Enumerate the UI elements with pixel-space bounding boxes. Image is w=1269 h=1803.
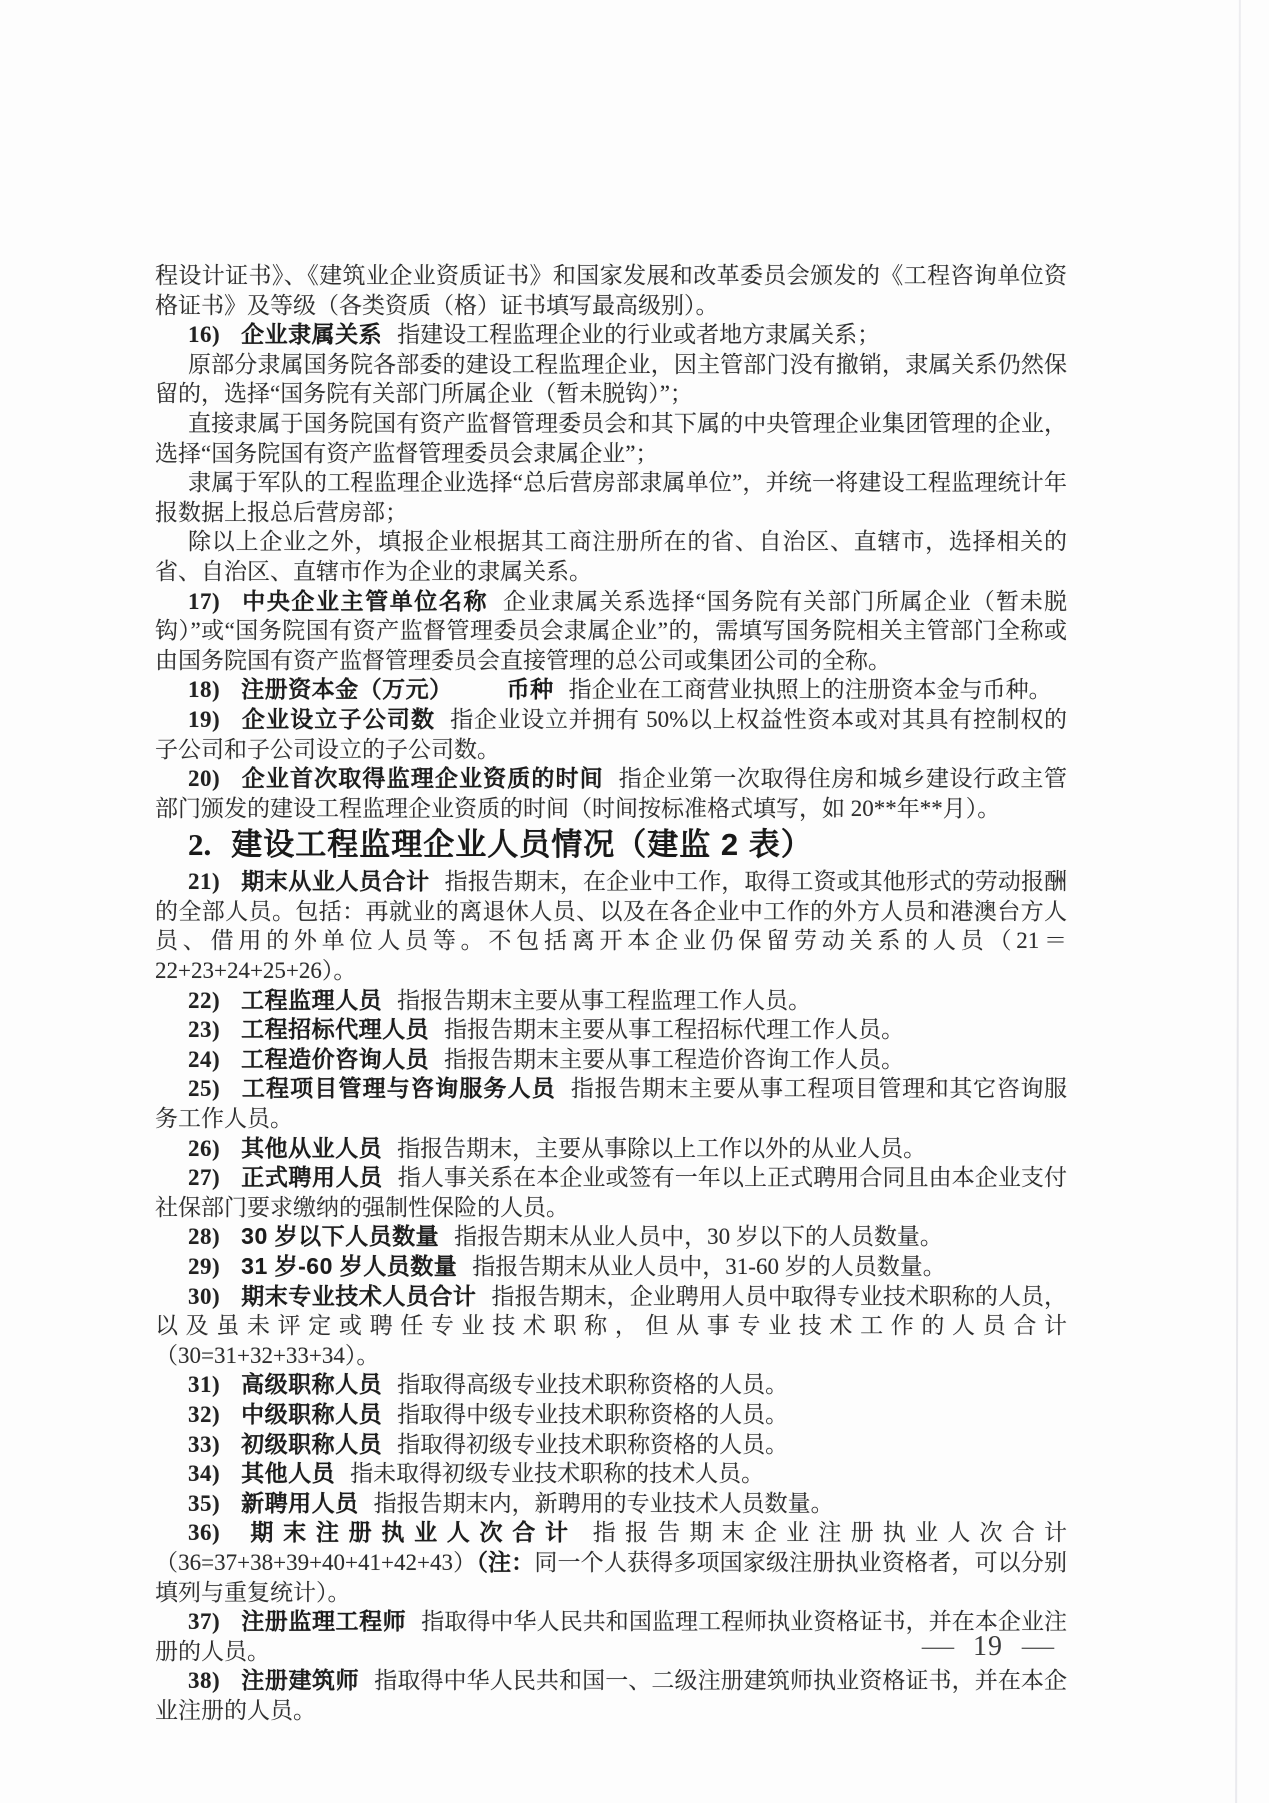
note-label: （注：: [476, 1549, 535, 1575]
item-number: 22): [188, 987, 221, 1013]
item-text: 指建设工程监理企业的行业或者地方隶属关系；: [397, 322, 881, 348]
item-number: 28): [188, 1224, 221, 1250]
item-text: 指报告期末主要从事工程造价咨询工作人员。: [444, 1046, 905, 1072]
page-number: [903, 1630, 1073, 1664]
item-text: 指取得中级专业技术职称资格的人员。: [397, 1401, 789, 1427]
paragraph: [155, 409, 1067, 468]
section-heading: [155, 823, 1067, 867]
definition-item-30: [155, 1282, 1067, 1371]
definition-item-23: [155, 1015, 1067, 1045]
definition-item-33: [155, 1430, 1067, 1460]
item-term: 工程造价咨询人员: [241, 1045, 430, 1072]
definition-item-36: [155, 1518, 1067, 1607]
item-text: 指报告期末主要从事工程监理工作人员。: [397, 987, 812, 1013]
definition-item-19: [155, 705, 1067, 764]
item-term: 正式聘用人员: [241, 1164, 383, 1191]
paragraph-intro: [155, 261, 1067, 320]
item-number: 27): [188, 1165, 221, 1191]
item-number: 29): [188, 1254, 221, 1279]
item-term: 中央企业主管单位名称: [241, 587, 489, 614]
section-number: 2.: [188, 827, 212, 863]
definition-item-25: [155, 1074, 1067, 1133]
item-text: 指企业设立并拥有 50%以上权益性资本或对其具有控制权的子公司和子公司设立的子公司数。: [155, 706, 1068, 762]
definition-item-29: [155, 1252, 1067, 1282]
page-number-left-dash: —: [921, 1631, 955, 1662]
item-number: 34): [188, 1461, 221, 1487]
item-text: 指取得高级专业技术职称资格的人员。: [397, 1372, 789, 1398]
item-term: 高级职称人员: [241, 1371, 383, 1398]
item-number: 20): [188, 766, 221, 792]
item-text: 指报告期末，在企业中工作，取得工资或其他形式的劳动报酬的全部人员。包括：再就业的离退休人员、以及在各企业中工作的外方人员和港澳台方人员、借用的外单位人员等。不包括离开本企业仍保留劳动关系的人员（21＝22+23+24+25+26）。: [155, 869, 1068, 984]
definition-item-21: [155, 867, 1067, 985]
item-text: 指报告期末内，新聘用的专业技术人员数量。: [373, 1490, 834, 1516]
item-term: 中级职称人员: [241, 1400, 383, 1427]
item-number: 36): [188, 1520, 221, 1546]
item-term: 企业首次取得监理企业资质的时间: [241, 765, 604, 792]
paragraph-text: 程设计证书》、《建筑业企业资质证书》和国家发展和改革委员会颁发的《工程咨询单位资格证书》及等级（各类资质（格）证书填写最高级别）。: [155, 263, 1067, 318]
item-number: 18): [188, 677, 221, 703]
item-term: 注册建筑师: [241, 1667, 360, 1694]
definition-item-27: [155, 1163, 1067, 1222]
item-text: 指取得初级专业技术职称资格的人员。: [397, 1431, 789, 1457]
paragraph: [155, 527, 1067, 586]
item-term: 新聘用人员: [241, 1489, 359, 1516]
item-number: 30): [188, 1283, 221, 1309]
item-term: 30 岁以下人员数量: [241, 1223, 440, 1250]
scan-artifact-line: [1235, 0, 1241, 1803]
item-number: 31): [188, 1372, 221, 1398]
definition-item-31: [155, 1370, 1067, 1400]
item-term: 注册资本金（万元）: [241, 676, 453, 703]
item-term: 期末专业技术人员合计: [241, 1282, 477, 1309]
definition-item-32: [155, 1400, 1067, 1430]
item-number: 37): [188, 1609, 221, 1635]
item-term: 31 岁-60 岁人员数量: [241, 1253, 458, 1279]
item-number: 24): [188, 1046, 221, 1072]
item-number: 16): [188, 322, 221, 348]
section-title: 建设工程监理企业人员情况（建监 2 表）: [231, 827, 813, 863]
item-number: 38): [188, 1668, 221, 1694]
item-term: 期末从业人员合计: [241, 868, 430, 895]
paragraph-text: 直接隶属于国务院国有资产监督管理委员会和其下属的中央管理企业集团管理的企业，选择“国务院国有资产监督管理委员会隶属企业”；: [155, 410, 1067, 466]
item-number: 25): [188, 1076, 221, 1102]
item-text: 指未取得初级专业技术职称的技术人员。: [350, 1461, 765, 1487]
item-number: 21): [188, 869, 221, 895]
definition-item-24: [155, 1045, 1067, 1075]
item-number: 35): [188, 1490, 221, 1516]
item-text: 指企业第一次取得住房和城乡建设行政主管部门颁发的建设工程监理企业资质的时间（时间按标准格式填写，如 20**年**月）。: [155, 766, 1068, 821]
item-text: 指人事关系在本企业或签有一年以上正式聘用合同且由本企业支付社保部门要求缴纳的强制性保险的人员。: [155, 1165, 1068, 1220]
definition-item-34: [155, 1459, 1067, 1489]
definition-item-38: [155, 1666, 1067, 1725]
definition-item-17: [155, 587, 1067, 676]
item-text: 指报告期末企业注册执业人次合计（36=37+38+39+40+41+42+43）: [155, 1520, 1068, 1575]
item-term-secondary: 币种: [506, 676, 554, 703]
paragraph-text: 原部分隶属国务院各部委的建设工程监理企业，因主管部门没有撤销，隶属关系仍然保留的，选择“国务院有关部门所属企业（暂未脱钩）”；: [155, 351, 1067, 407]
item-text: 指报告期末主要从事工程项目管理和其它咨询服务工作人员。: [155, 1076, 1068, 1132]
item-term: 期末注册执业人次合计: [241, 1519, 578, 1546]
note-text: 同一个人获得多项国家级注册执业资格者，可以分别填列与重复统计）。: [155, 1549, 1068, 1605]
item-number: 32): [188, 1401, 221, 1427]
item-term: 初级职称人员: [241, 1430, 383, 1457]
definition-item-18: [155, 675, 1067, 705]
definition-item-20: [155, 764, 1067, 823]
item-term: 工程项目管理与咨询服务人员: [241, 1075, 556, 1102]
paragraph-text: 除以上企业之外，填报企业根据其工商注册所在的省、自治区、直辖市，选择相关的省、自治区、直辖市作为企业的隶属关系。: [155, 529, 1067, 584]
page-number-value: 19: [973, 1631, 1003, 1662]
item-number: 26): [188, 1135, 221, 1161]
paragraph: [155, 350, 1067, 409]
definition-item-35: [155, 1489, 1067, 1519]
item-term: 工程招标代理人员: [241, 1016, 430, 1043]
item-text: 指企业在工商营业执照上的注册资本金与币种。: [568, 677, 1052, 703]
item-term: 工程监理人员: [241, 986, 383, 1013]
item-text: 指报告期末，主要从事除以上工作以外的从业人员。: [397, 1135, 927, 1161]
item-number: 19): [188, 706, 221, 732]
item-number: 17): [188, 588, 221, 614]
item-text: 指取得中华人民共和国监理工程师执业资格证书，并在本企业注册的人员。: [155, 1609, 1068, 1664]
item-term: 注册监理工程师: [241, 1608, 407, 1635]
definition-item-28: [155, 1222, 1067, 1252]
item-text: 指报告期末主要从事工程招标代理工作人员。: [444, 1017, 905, 1043]
item-term: 其他人员: [241, 1460, 336, 1487]
item-text: 指报告期末从业人员中，31-60 岁的人员数量。: [472, 1254, 946, 1279]
item-term: 企业设立子公司数: [241, 705, 436, 732]
paragraph: [155, 468, 1067, 527]
definition-item-16: [155, 320, 1067, 350]
page-number-right-dash: —: [1021, 1631, 1055, 1662]
document-body: [155, 261, 1067, 1726]
paragraph-text: 隶属于军队的工程监理企业选择“总后营房部隶属单位”，并统一将建设工程监理统计年报数据上报总后营房部；: [155, 470, 1067, 525]
item-text: 指取得中华人民共和国一、二级注册建筑师执业资格证书，并在本企业注册的人员。: [155, 1668, 1068, 1723]
definition-item-22: [155, 986, 1067, 1016]
item-text: 企业隶属关系选择“国务院有关部门所属企业（暂未脱钩）”或“国务院国有资产监督管理委员会隶属企业”的，需填写国务院相关主管部门全称或由国务院国有资产监督管理委员会直接管理的总公司或集团公司的全称。: [155, 588, 1068, 673]
item-term: 其他从业人员: [241, 1134, 383, 1161]
item-term: 企业隶属关系: [241, 321, 383, 348]
item-text: 指报告期末从业人员中，30 岁以下的人员数量。: [454, 1224, 943, 1250]
definition-item-26: [155, 1134, 1067, 1164]
item-text: 指报告期末，企业聘用人员中取得专业技术职称的人员，以及虽未评定或聘任专业技术职称，但从事专业技术工作的人员合计（30=31+32+33+34）。: [155, 1283, 1068, 1368]
item-number: 33): [188, 1431, 221, 1457]
item-number: 23): [188, 1017, 221, 1043]
